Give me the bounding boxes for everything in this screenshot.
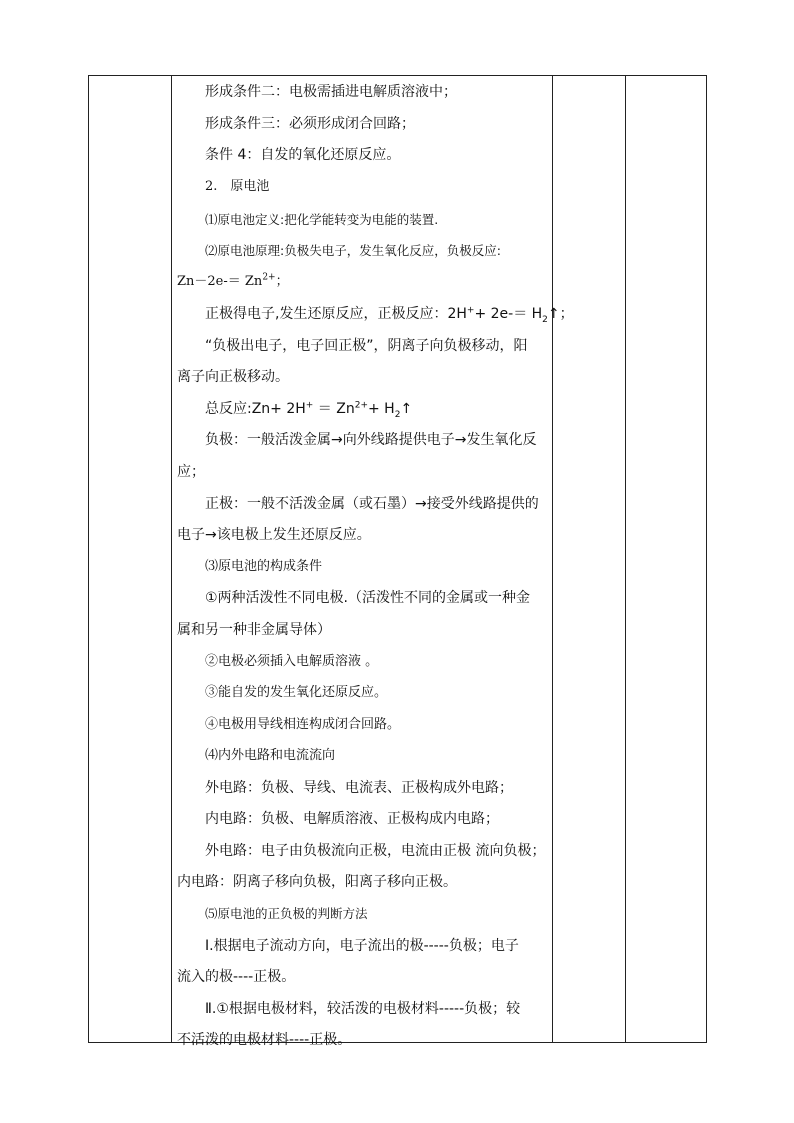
text-line: ③能自发的发生氧化还原反应。: [205, 685, 388, 700]
text-line: Ⅱ.①根据电极材料，较活泼的电极材料-----负极；较: [205, 1001, 521, 1017]
text-line: ⑴原电池定义:把化学能转变为电能的装置.: [205, 212, 439, 227]
text-line: 离子向正极移动。: [177, 369, 289, 385]
text-line: ①两种活泼性不同电极.（活泼性不同的金属或一种金: [205, 590, 530, 606]
text-line: 内电路：负极、电解质溶液、正极构成内电路；: [205, 811, 499, 827]
text-line: 外电路：负极、导线、电流表、正极构成外电路；: [205, 780, 513, 796]
text-line: 流入的极----正极。: [177, 969, 296, 985]
text-line: 条件 4：自发的氧化还原反应。: [205, 147, 401, 163]
text-line: ②电极必须插入电解质溶液 。: [205, 654, 379, 669]
text-line: 形成条件三：必须形成闭合回路；: [205, 116, 415, 132]
text-line: Ⅰ.根据电子流动方向，电子流出的极-----负极；电子: [205, 938, 519, 954]
text-line: 外电路：电子由负极流向正极，电流由正极 流向负极；: [205, 843, 546, 859]
column-divider: [171, 76, 172, 1042]
equation-line: $Zn-2e-= Zn^{2+}$；: [177, 272, 289, 289]
text-line: ⑵原电池原理:负极失电子，发生氧化反应，负极反应:: [205, 243, 501, 258]
text-line: ④电极用导线相连构成闭合回路。: [205, 717, 401, 732]
text-line: 内电路：阴离子移向负极，阳离子移向正极。: [177, 874, 457, 890]
text-line: 形成条件二：电极需插进电解质溶液中；: [205, 84, 457, 100]
column-divider: [625, 76, 626, 1042]
equation-line: 总反应:Zn+ $2H^+ = Zn^{2+}+$ $H_2↑$: [205, 400, 413, 420]
column-divider: [552, 76, 553, 1042]
text-line: 正极：一般不活泼金属（或石墨）→接受外线路提供的: [205, 496, 539, 512]
section-heading: ⑸原电池的正负极的判断方法: [205, 906, 368, 921]
text-line: 负极：一般活泼金属→向外线路提供电子→发生氧化反: [205, 432, 537, 448]
text-line: 电子→该电极上发生还原反应。: [177, 527, 371, 543]
equation-line: 正极得电子,发生还原反应，正极反应：$2H^++ 2e-= H_2↑$；: [205, 305, 574, 325]
text-line: 不活泼的电极材料----正极。: [177, 1032, 352, 1048]
section-heading: 2. 原电池: [205, 179, 270, 194]
text-line: 属和另一种非金属导体）: [177, 622, 331, 638]
text-line: “负极出电子，电子回正极”，阴离子向负极移动，阳: [205, 338, 528, 354]
text-line: 应；: [177, 464, 205, 480]
section-heading: ⑷内外电路和电流流向: [205, 748, 336, 763]
section-heading: ⑶原电池的构成条件: [205, 559, 323, 574]
